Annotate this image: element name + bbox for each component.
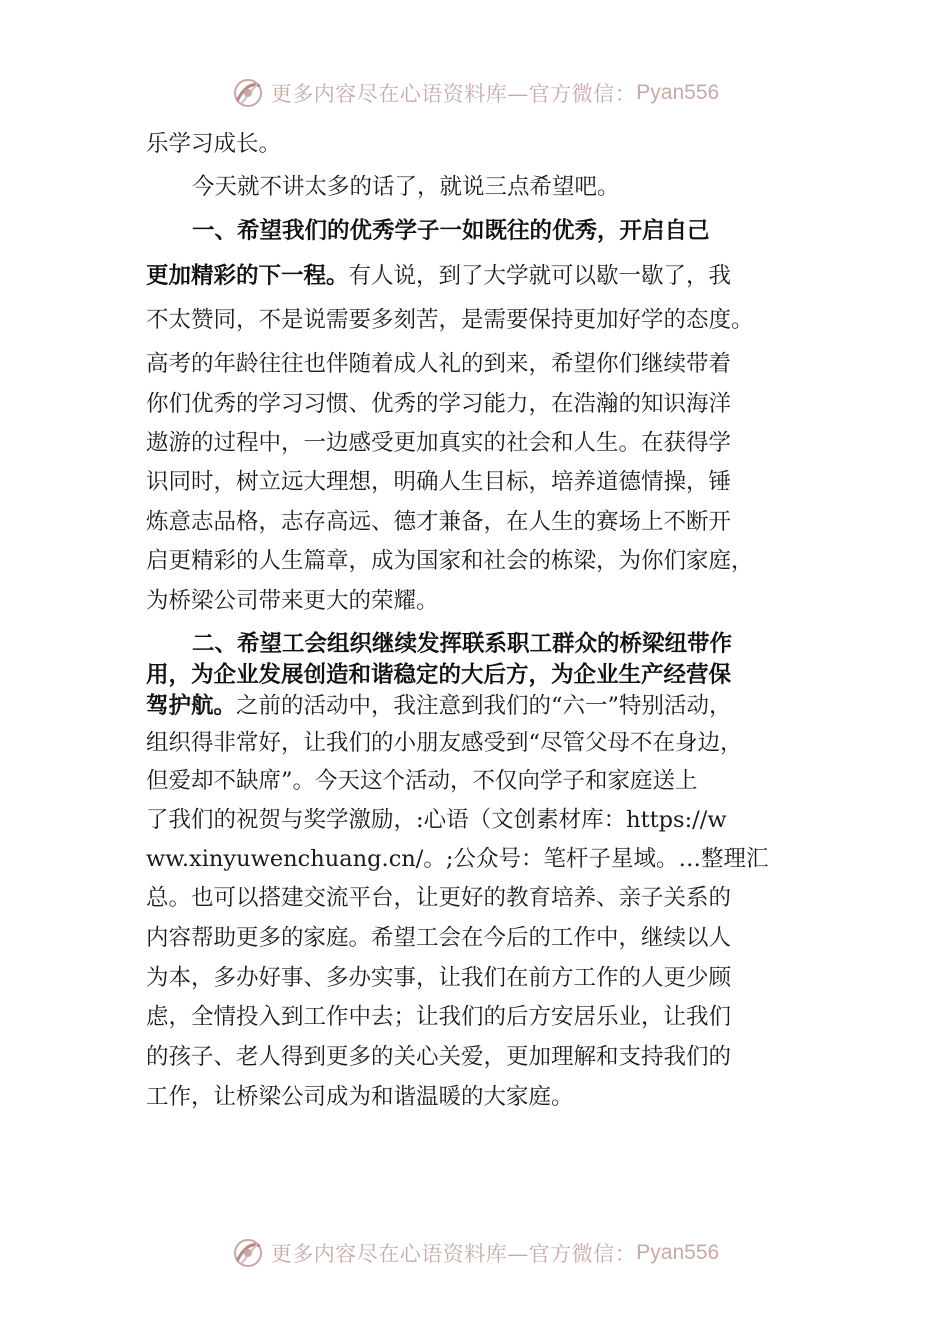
watermark-footer	[0, 1233, 950, 1273]
body-text: 炼意志品格，志存高远、德才兼备，在人生的赛场上不断开	[146, 509, 732, 535]
text-line	[146, 1077, 574, 1117]
bold-heading-text: 驾护航。	[146, 693, 237, 719]
text-line	[146, 300, 754, 340]
body-text: 了我们的祝贺与奖学激励，:心语（文创素材库：https://w	[146, 807, 727, 833]
text-line	[146, 502, 731, 542]
watermark-logo-icon	[231, 76, 265, 110]
text-line	[146, 1037, 731, 1077]
body-text: 启更精彩的人生篇章，成为国家和社会的栋梁，为你们家庭，	[146, 548, 754, 574]
text-line	[146, 423, 731, 463]
body-text: 遨游的过程中，一边感受更加真实的社会和人生。在获得学	[146, 430, 732, 456]
text-line	[146, 800, 727, 840]
text-line	[146, 541, 754, 581]
body-text: ww.xinyuwenchuang.cn/。;公众号：笔杆子星域。…整理汇	[146, 846, 769, 872]
body-text: 不太赞同，不是说需要多刻苦，是需要保持更加好学的态度。	[146, 307, 754, 333]
text-line	[192, 167, 620, 207]
watermark-wechat: Pyan556	[636, 81, 720, 104]
body-text: 的孩子、老人得到更多的关心关爱，更加理解和支持我们的	[146, 1044, 732, 1070]
bold-heading-text: 一、希望我们的优秀学子一如既往的优秀，开启自己	[192, 218, 710, 244]
watermark-logo-icon	[231, 1236, 265, 1270]
bold-heading-text: 更加精彩的下一程。	[146, 263, 349, 289]
body-text: 工作，让桥梁公司成为和谐温暖的大家庭。	[146, 1084, 574, 1110]
body-text: 组织得非常好，让我们的小朋友感受到“尽管父母不在身边，	[146, 730, 743, 756]
body-text: 你们优秀的学习习惯、优秀的学习能力，在浩瀚的知识海洋	[146, 391, 732, 417]
text-line	[192, 211, 710, 251]
text-line	[146, 581, 439, 621]
text-line	[146, 997, 731, 1037]
body-text: 有人说，到了大学就可以歇一歇了，我	[348, 263, 732, 289]
watermark-wechat: Pyan556	[636, 1241, 720, 1264]
body-text: 总。也可以搭建交流平台，让更好的教育培养、亲子关系的	[146, 885, 732, 911]
body-text: 但爱却不缺席”。今天这个活动，不仅向学子和家庭送上	[146, 768, 698, 794]
text-line	[146, 124, 281, 164]
text-line	[146, 761, 698, 801]
text-line	[146, 878, 731, 918]
text-line	[146, 958, 731, 998]
text-line	[146, 256, 731, 296]
text-line	[146, 918, 731, 958]
body-text: 今天就不讲太多的话了，就说三点希望吧。	[192, 174, 620, 200]
body-text: 之前的活动中，我注意到我们的“六一”特别活动，	[236, 693, 732, 719]
body-text: 内容帮助更多的家庭。希望工会在今后的工作中，继续以人	[146, 925, 732, 951]
bold-heading-text: 用，为企业发展创造和谐稳定的大后方，为企业生产经营保	[146, 662, 732, 688]
body-text: 高考的年龄往往也伴随着成人礼的到来，希望你们继续带着	[146, 351, 732, 377]
body-text: 虑，全情投入到工作中去；让我们的后方安居乐业，让我们	[146, 1004, 732, 1030]
body-text: 乐学习成长。	[146, 131, 282, 157]
body-text: 为桥梁公司带来更大的荣耀。	[146, 588, 439, 614]
watermark-text: 更多内容尽在心语资料库—官方微信：	[270, 82, 637, 106]
text-line	[146, 839, 768, 879]
body-text: 识同时，树立远大理想，明确人生目标，培养道德情操，锤	[146, 469, 732, 495]
body-text: 为本，多办好事、多办实事，让我们在前方工作的人更少顾	[146, 965, 732, 991]
text-line	[146, 686, 732, 726]
text-line	[146, 462, 731, 502]
bold-heading-text: 二、希望工会组织继续发挥联系职工群众的桥梁纽带作	[192, 631, 733, 657]
text-line	[146, 723, 743, 763]
text-line	[146, 344, 731, 384]
text-line	[146, 384, 731, 424]
watermark-header	[0, 73, 950, 113]
watermark-text: 更多内容尽在心语资料库—官方微信：	[270, 1242, 637, 1266]
